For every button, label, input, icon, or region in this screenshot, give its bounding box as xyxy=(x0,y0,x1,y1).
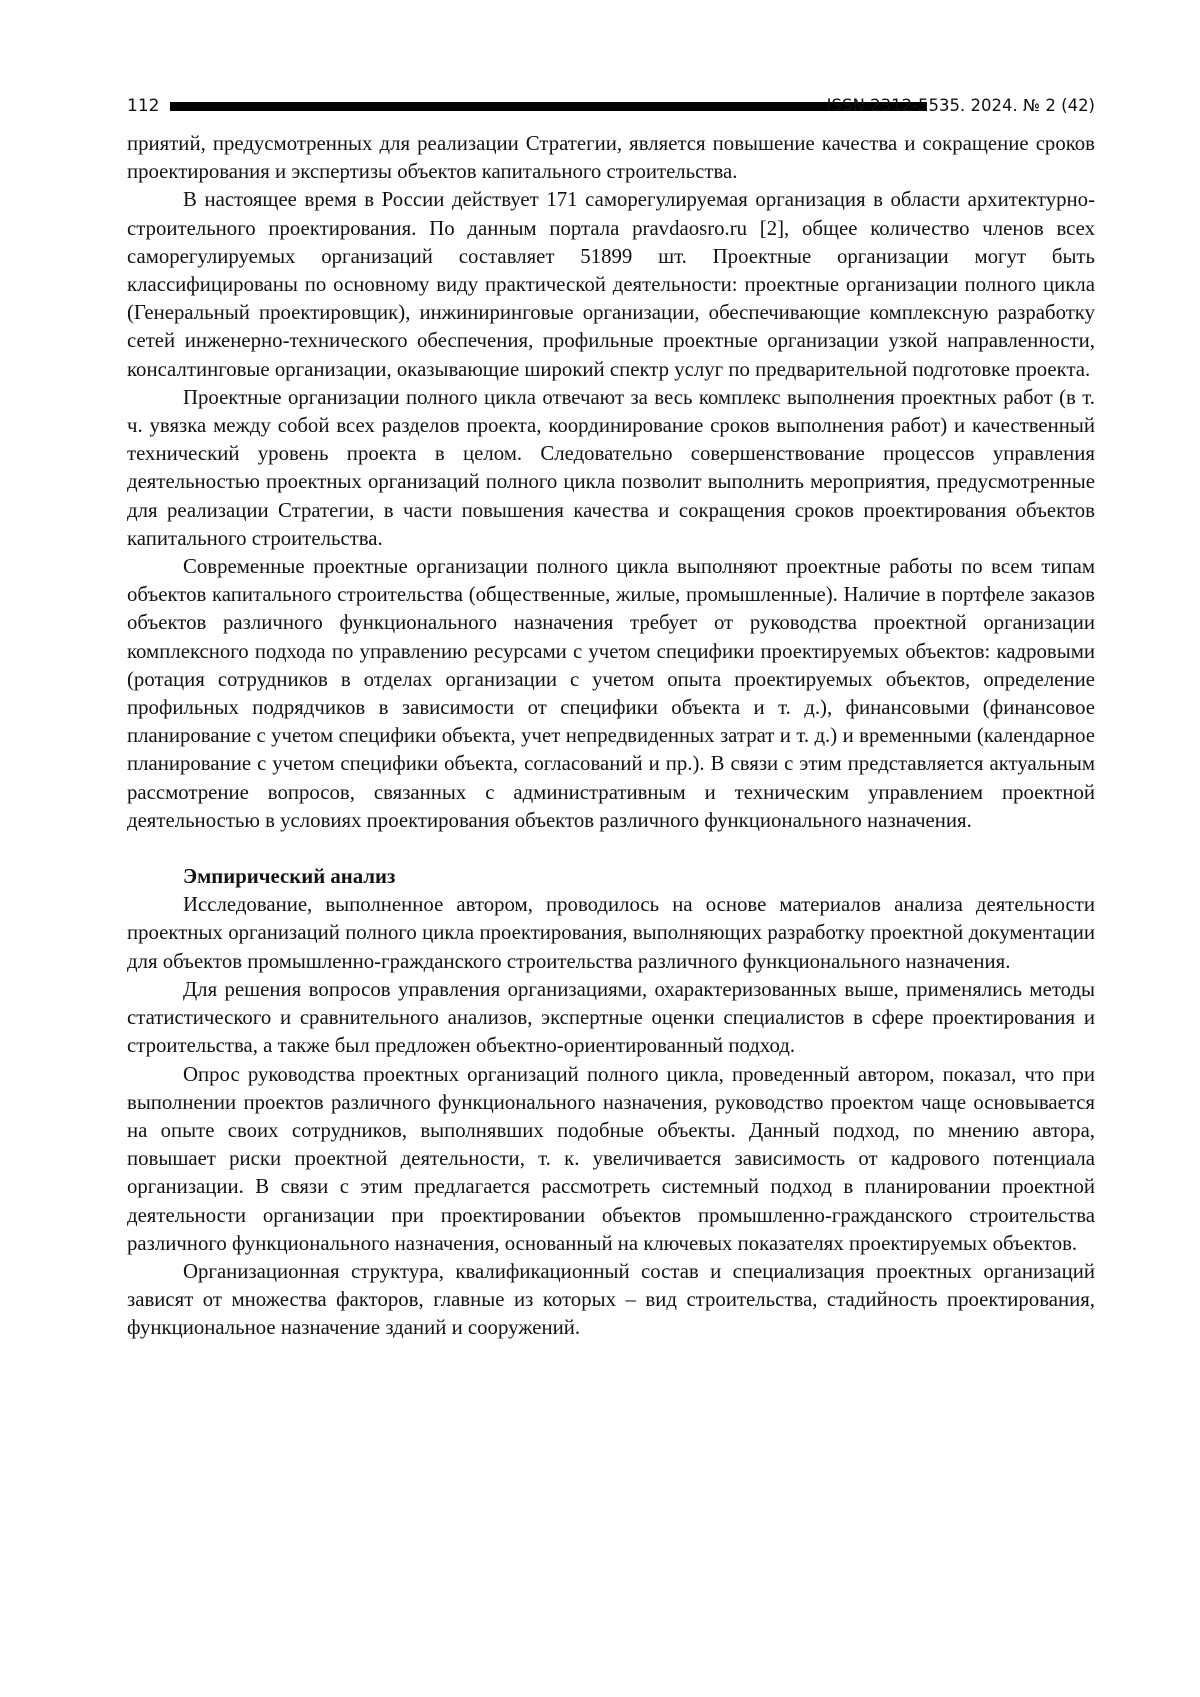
paragraph: Проектные организации полного цикла отвечают за весь комплекс выполнения проектных работ (в т. ч. увязка между собой всех разделов проекта, координирование сроков выполнения работ) и качественный технический уровень проекта в целом. Следовательно совершенствование процессов управления деятельностью проектных организаций полного цикла позволит выполнить мероприятия, предусмотренные для реализации Стратегии, в части повышения качества и сокращения сроков проектирования объектов капитального строительства. xyxy=(127,385,1095,550)
paragraph: Исследование, выполненное автором, проводилось на основе материалов анализа деятельности проектных организаций полного цикла проектирования, выполняющих разработку проектной документации для объектов промышленно-гражданского строительства различного функционального назначения. xyxy=(127,893,1095,973)
article-body xyxy=(127,130,1095,1343)
page-number: 112 xyxy=(127,96,160,116)
paragraph: Опрос руководства проектных организаций полного цикла, проведенный автором, показал, что при выполнении проектов различного функционального назначения, руководство проектом чаще основывается на опыте своих сотрудников, выполнявших подобные объекты. Данный подход, по мнению автора, повышает риски проектной деятельности, т. к. увеличивается зависимость от кадрового потенциала организации. В связи с этим предлагается рассмотреть системный подход в планировании проектной деятельности организации при проектировании объектов промышленно-гражданского строительства различного функционального назначения, основанный на ключевых показателях проектируемых объектов. xyxy=(127,1062,1095,1255)
section-heading: Эмпирический анализ xyxy=(183,865,396,889)
paragraph: Современные проектные организации полного цикла выполняют проектные работы по всем типам объектов капитального строительства (общественные, жилые, промышленные). Наличие в портфеле заказов объектов различного функционального назначения требует от руководства проектной организации комплексного подхода по управлению ресурсами с учетом специфики проектируемых объектов: кадровыми (ротация сотрудников в отделах организации с учетом опыта проектируемых объектов, определение профильных подрядчиков в зависимости от специфики объекта и т. д.), финансовыми (финансовое планирование с учетом специфики объекта, учет непредвиденных затрат и т. д.) и временными (календарное планирование с учетом специфики объекта, согласований и пр.). В связи с этим представляется актуальным рассмотрение вопросов, связанных с административным и техническим управлением проектной деятельностью в условиях проектирования объектов различного функционального назначения. xyxy=(127,555,1095,832)
paragraph-continuation: приятий, предусмотренных для реализации Стратегии, является повышение качества и сокращение сроков проектирования и экспертизы объектов капитального строительства. xyxy=(127,132,1095,184)
running-header xyxy=(127,93,1095,119)
paragraph: Организационная структура, квалификационный состав и специализация проектных организаций зависят от множества факторов, главные из которых – вид строительства, стадийность проектирования, функциональное назначение зданий и сооружений. xyxy=(127,1259,1095,1340)
paragraph: Для решения вопросов управления организациями, охарактеризованных выше, применялись методы статистического и сравнительного анализов, экспертные оценки специалистов в сфере проектирования и строительства, а также был предложен объектно-ориентированный подход. xyxy=(127,977,1095,1058)
journal-issn: ISSN 2312-5535. 2024. № 2 (42) xyxy=(826,96,1095,115)
header-rule xyxy=(170,102,927,111)
paragraph: В настоящее время в России действует 171 саморегулируемая организация в области архитектурно-строительного проектирования. По данным портала pravdaosro.ru [2], общее количество членов всех саморегулируемых организаций составляет 51899 шт. Проектные организации могут быть классифицированы по основному виду практической деятельности: проектные организации полного цикла (Генеральный проектировщик), инжиниринговые организации, обеспечивающие комплексную разработку сетей инженерно-технического обеспечения, профильные проектные организации узкой направленности, консалтинговые организации, оказывающие широкий спектр услуг по предварительной подготовке проекта. xyxy=(127,188,1095,381)
